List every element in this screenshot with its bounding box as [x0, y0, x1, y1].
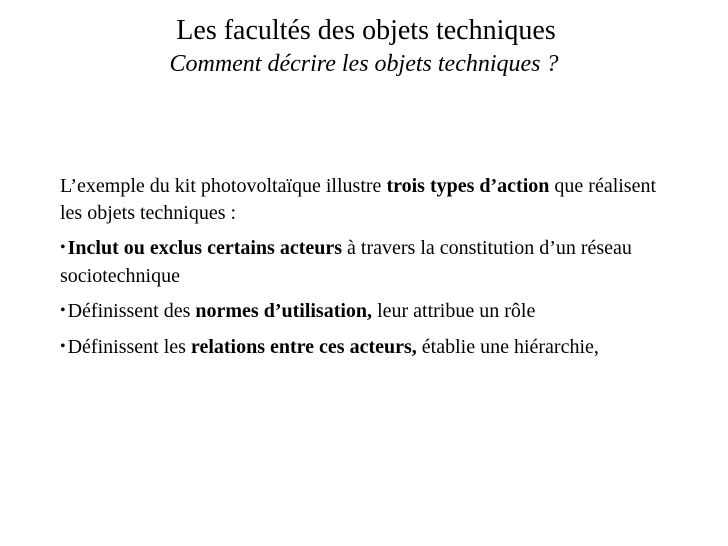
bullet-item — [60, 298, 680, 326]
bullet-prefix: Définissent des — [67, 300, 196, 322]
slide-subtitle: Comment décrire les objets techniques ? — [169, 51, 559, 77]
bullet-icon: • — [60, 302, 66, 319]
bullet-text: à travers la constitution d’un réseau sociotechnique — [60, 237, 632, 287]
bullet-icon: • — [60, 239, 66, 256]
bullet-text: établie une hiérarchie, — [416, 336, 599, 358]
bullet-icon: • — [60, 338, 66, 355]
intro-text-1: L’exemple du kit photovoltaïque illustre — [60, 175, 387, 197]
bullet-item — [60, 334, 680, 362]
bullet-text: leur attribue un rôle — [372, 300, 536, 322]
intro-text-2: que réalisent les objets techniques : — [60, 175, 657, 224]
intro-bold: trois types d’action — [386, 175, 550, 197]
bullet-bold: relations entre ces acteurs, — [190, 336, 417, 358]
bullet-item — [60, 235, 680, 290]
slide-body — [60, 173, 680, 370]
bullet-prefix: Définissent les — [67, 336, 191, 358]
title-block — [0, 14, 728, 79]
slide-title: Les facultés des objets techniques — [176, 15, 556, 46]
intro-paragraph — [60, 173, 680, 227]
bullet-bold: normes d’utilisation, — [195, 300, 373, 322]
bullet-bold: Inclut ou exclus certains acteurs — [67, 237, 343, 259]
